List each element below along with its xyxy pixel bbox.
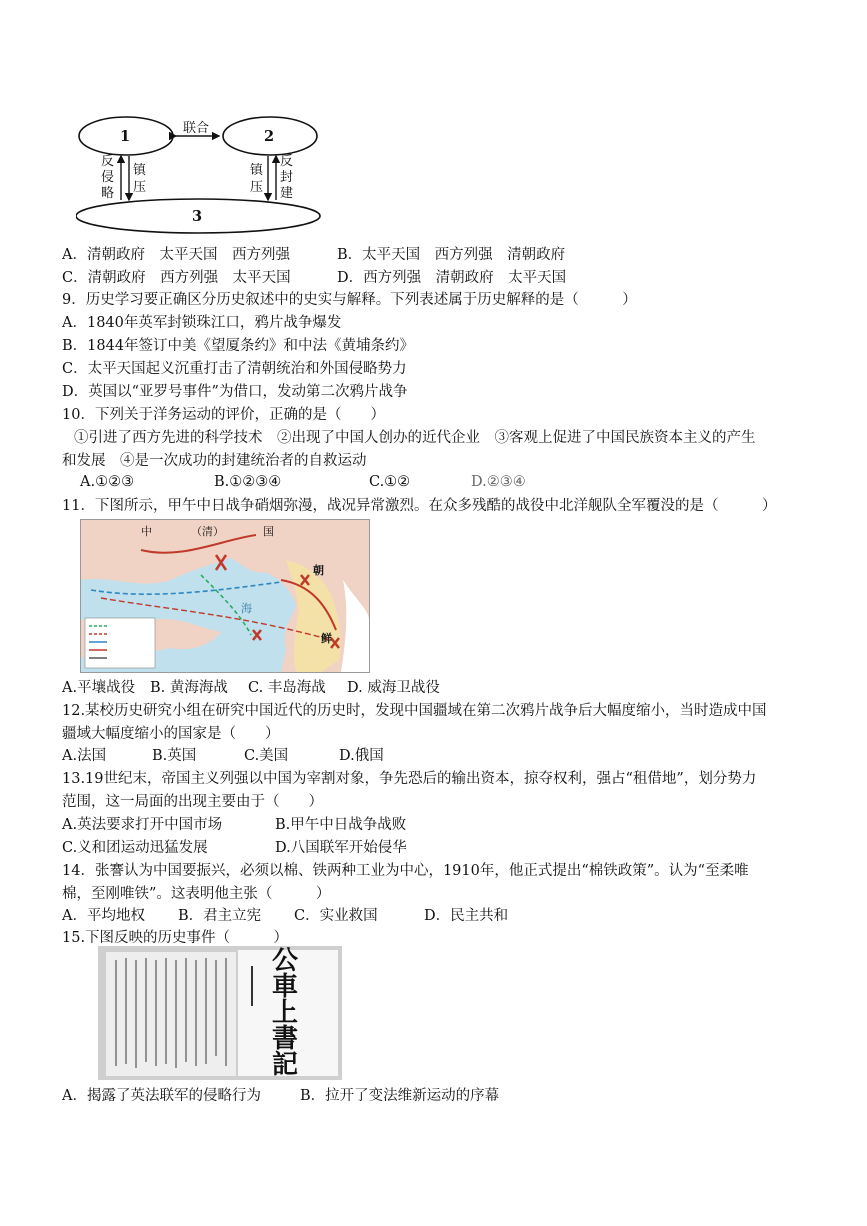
q12-option-d[interactable]: D.俄国 — [339, 748, 384, 764]
q11-options — [62, 678, 440, 698]
map-label-qing: （清） — [191, 525, 224, 538]
q15-option-a[interactable]: A．揭露了英法联军的侵略行为 — [62, 1088, 261, 1104]
q9-option-b[interactable]: B．1844年签订中美《望厦条约》和中法《黄埔条约》 — [62, 338, 415, 354]
document-photo — [98, 946, 342, 1080]
q13-option-d[interactable]: D.八国联军开始侵华 — [275, 840, 407, 856]
q8-option-b[interactable]: B．太平天国 西方列强 清朝政府 — [337, 247, 566, 263]
q11-option-b[interactable]: B. 黄海海战 — [150, 680, 228, 696]
q11-stem: 11．下图所示，甲午中日战争硝烟弥漫，战况异常激烈。在众多残酷的战役中北洋舰队全军覆没的是（ ） — [62, 498, 777, 514]
right-up-label: 反封建 — [280, 154, 294, 201]
q14-option-b[interactable]: B．君主立宪 — [178, 908, 262, 924]
q10-option-b[interactable]: B.①②③④ — [214, 474, 282, 490]
q9-option-d[interactable]: D．英国以“亚罗号事件”为借口，发动第二次鸦片战争 — [62, 384, 408, 400]
q13-row-2 — [62, 838, 407, 858]
q12-stem-line2: 疆域大幅度缩小的国家是（ ） — [62, 726, 280, 742]
q8-row-2 — [62, 268, 566, 288]
map-label-sea: 海 — [241, 602, 252, 615]
map-label-korea: 朝 — [313, 564, 324, 577]
node-1-label: 1 — [120, 128, 131, 145]
q12-stem-line1: 12.某校历史研究小组在研究中国近代的历史时，发现中国疆域在第二次鸦片战争后大幅度缩小，当时造成中国 — [62, 703, 767, 719]
q14-option-a[interactable]: A．平均地权 — [62, 908, 145, 924]
q9-stem: 9．历史学习要正确区分历史叙述中的史实与解释。下列表述属于历史解释的是（ ） — [62, 292, 637, 308]
document-photo-svg — [98, 946, 342, 1080]
left-down-label: 镇压 — [133, 163, 147, 195]
map-label-china: 中 — [141, 525, 152, 538]
q12-option-a[interactable]: A.法国 — [62, 748, 107, 764]
q12-option-b[interactable]: B.英国 — [152, 748, 197, 764]
q12-options — [62, 746, 384, 766]
q11-option-d[interactable]: D. 威海卫战役 — [347, 680, 440, 696]
q9-option-a[interactable]: A．1840年英军封锁珠江口，鸦片战争爆发 — [62, 315, 342, 331]
q13-row-1 — [62, 815, 406, 835]
q13-stem-line1: 13.19世纪末，帝国主义列强以中国为宰割对象，争先恐后的输出资本，掠夺权利，强占“租借地”，划分势力 — [62, 771, 757, 787]
q10-options — [80, 472, 526, 492]
q10-option-a[interactable]: A.①②③ — [80, 474, 135, 490]
q14-option-c[interactable]: C．实业救国 — [294, 908, 378, 924]
q14-stem-line2: 棉，至刚唯铁”。这表明他主张（ ） — [62, 886, 331, 902]
q8-row-1 — [62, 245, 565, 265]
q15-options — [62, 1086, 499, 1106]
left-up-label: 反侵略 — [101, 154, 115, 201]
node-3-label: 3 — [192, 208, 203, 225]
q10-option-c[interactable]: C.①② — [369, 474, 411, 490]
q13-option-a[interactable]: A.英法要求打开中国市场 — [62, 817, 223, 833]
q15-stem: 15.下图反映的历史事件（ ） — [62, 930, 289, 946]
q10-statements-line1: ①引进了西方先进的科学技术 ②出现了中国人创办的近代企业 ③客观上促进了中国民族资本主义的产生 — [74, 430, 756, 446]
q13-stem-line2: 范围，这一局面的出现主要由于（ ） — [62, 794, 323, 810]
node-2-label: 2 — [264, 128, 275, 145]
photo-title: 公 車 上 書 記 — [271, 946, 298, 1080]
q10-stem: 10．下列关于洋务运动的评价，正确的是（ ） — [62, 407, 385, 423]
right-down-label: 镇压 — [250, 163, 264, 195]
q10-option-d[interactable]: D.②③④ — [471, 474, 526, 490]
q13-option-c[interactable]: C.义和团运动迅猛发展 — [62, 840, 208, 856]
q11-option-a[interactable]: A.平壤战役 — [62, 680, 136, 696]
q11-option-c[interactable]: C. 丰岛海战 — [248, 680, 326, 696]
q15-option-b[interactable]: B．拉开了变法维新运动的序幕 — [300, 1088, 500, 1104]
map-label-korea-2: 鲜 — [321, 632, 332, 645]
q14-options — [62, 906, 508, 926]
war-map-svg — [81, 520, 369, 672]
q9-option-c[interactable]: C．太平天国起义沉重打击了清朝统治和外国侵略势力 — [62, 361, 407, 377]
q12-option-c[interactable]: C.美国 — [244, 748, 289, 764]
q8-option-d[interactable]: D．西方列强 清朝政府 太平天国 — [337, 270, 567, 286]
q8-option-c[interactable]: C．清朝政府 西方列强 太平天国 — [62, 270, 291, 286]
q13-option-b[interactable]: B.甲午中日战争战败 — [275, 817, 407, 833]
q10-statements-line2: 和发展 ④是一次成功的封建统治者的自救运动 — [62, 453, 367, 469]
relationship-diagram — [76, 112, 326, 234]
war-map — [80, 519, 370, 673]
link-label: 联合 — [183, 121, 210, 136]
map-label-guo: 国 — [263, 525, 274, 538]
q14-stem-line1: 14．张謇认为中国要振兴，必须以棉、铁两种工业为中心，1910年，他正式提出“棉铁政策”。认为“至柔唯 — [62, 863, 749, 879]
q8-option-a[interactable]: A．清朝政府 太平天国 西方列强 — [62, 247, 290, 263]
q14-option-d[interactable]: D．民主共和 — [424, 908, 509, 924]
